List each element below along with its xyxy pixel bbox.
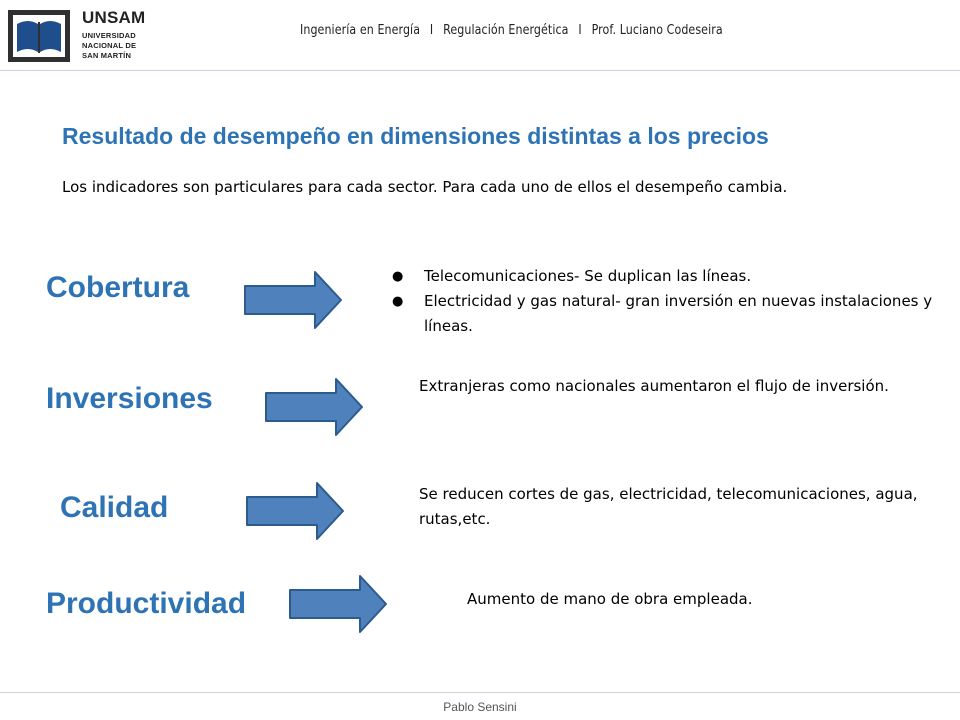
row-desc-calidad: Se reducen cortes de gas, electricidad, telecomunicaciones, agua, rutas,etc. — [419, 485, 918, 528]
row-desc-cobertura — [392, 264, 937, 339]
breadcrumb-professor: Prof. Luciano Codeseira — [591, 22, 723, 38]
intro-paragraph: Los indicadores son particulares para cada sector. Para cada uno de ellos el desempeño cambia. — [62, 178, 788, 196]
bullet-icon: ● — [392, 294, 404, 309]
footer-divider — [0, 692, 960, 693]
row-label-inversiones: Inversiones — [46, 382, 213, 415]
breadcrumb — [300, 22, 723, 38]
logo-title: UNSAM — [82, 8, 146, 27]
unsam-logo — [8, 10, 70, 62]
row-label-productividad: Productividad — [46, 587, 247, 620]
logo-subtitle-line: NACIONAL DE — [82, 41, 137, 50]
breadcrumb-course: Ingeniería en Energía — [300, 22, 421, 38]
breadcrumb-subject: Regulación Energética — [443, 22, 569, 38]
header-divider — [0, 70, 960, 71]
breadcrumb-separator: I — [578, 22, 582, 38]
row-label-calidad: Calidad — [60, 491, 169, 524]
bullet-text: Telecomunicaciones- Se duplican las líneas. — [424, 267, 752, 285]
bullet-icon: ● — [392, 269, 404, 284]
footer-author: Pablo Sensini — [443, 700, 517, 714]
slide-title: Resultado de desempeño en dimensiones distintas a los precios — [62, 123, 769, 149]
row-desc-productividad: Aumento de mano de obra empleada. — [467, 590, 753, 608]
right-arrow-icon — [288, 574, 388, 634]
right-arrow-icon — [245, 481, 345, 541]
list-item — [392, 289, 937, 339]
bullet-list — [392, 264, 937, 339]
right-arrow-icon — [243, 270, 343, 330]
right-arrow-icon — [264, 377, 364, 437]
row-desc-inversiones: Extranjeras como nacionales aumentaron el flujo de inversión. — [419, 377, 889, 395]
breadcrumb-separator: I — [429, 22, 434, 38]
logo-subtitle-line: UNIVERSIDAD — [82, 31, 136, 40]
open-book-icon — [8, 10, 70, 62]
row-label-cobertura: Cobertura — [46, 271, 190, 304]
bullet-text: Electricidad y gas natural- gran inversión en nuevas instalaciones y líneas. — [424, 292, 933, 335]
list-item — [392, 264, 937, 289]
logo-subtitle-line: SAN MARTÍN — [82, 51, 132, 60]
